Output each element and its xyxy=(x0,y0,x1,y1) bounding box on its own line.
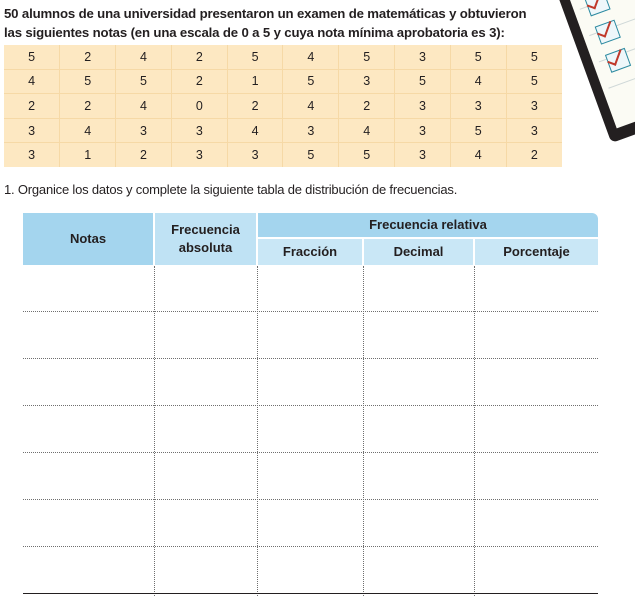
grade-cell: 3 xyxy=(227,143,283,167)
grade-cell: 3 xyxy=(506,94,562,119)
grade-cell: 3 xyxy=(4,143,60,167)
header-fraccion: Fracción xyxy=(258,239,362,265)
grade-cell: 2 xyxy=(60,94,116,119)
intro-line-1: 50 alumnos de una universidad presentaron un examen de matemáticas y obtuvieron xyxy=(4,6,527,21)
grade-cell: 4 xyxy=(60,118,116,143)
empty-row[interactable] xyxy=(23,407,598,453)
grade-cell: 4 xyxy=(283,45,339,69)
grade-cell: 3 xyxy=(283,118,339,143)
empty-row[interactable] xyxy=(23,266,598,312)
grade-cell: 5 xyxy=(450,118,506,143)
grade-cell: 2 xyxy=(227,94,283,119)
grade-cell: 5 xyxy=(506,69,562,94)
frequency-table xyxy=(23,213,598,598)
grade-cell: 2 xyxy=(60,45,116,69)
checkbox-checked-icon xyxy=(595,20,621,45)
header-decimal: Decimal xyxy=(364,239,473,265)
grade-cell: 3 xyxy=(171,143,227,167)
clipboard-icon xyxy=(555,0,635,143)
empty-row[interactable] xyxy=(23,454,598,500)
empty-row[interactable] xyxy=(23,313,598,359)
grade-cell: 3 xyxy=(506,118,562,143)
grades-row xyxy=(4,45,562,69)
grade-cell: 3 xyxy=(450,94,506,119)
grades-row xyxy=(4,69,562,94)
grade-cell: 3 xyxy=(116,118,172,143)
empty-row[interactable] xyxy=(23,501,598,547)
grade-cell: 4 xyxy=(450,143,506,167)
intro-text xyxy=(4,4,544,42)
grade-cell: 3 xyxy=(4,118,60,143)
grade-cell: 2 xyxy=(171,69,227,94)
grade-cell: 4 xyxy=(116,94,172,119)
grade-cell: 5 xyxy=(60,69,116,94)
grade-cell: 2 xyxy=(530,148,538,163)
question-1: 1. Organice los datos y complete la siguiente tabla de distribución de frecuencias. xyxy=(4,182,458,197)
grade-cell: 5 xyxy=(506,45,562,69)
grade-cell: 5 xyxy=(339,143,395,167)
grade-cell: 1 xyxy=(60,143,116,167)
checkbox-checked-icon xyxy=(584,0,610,16)
grade-cell: 5 xyxy=(283,69,339,94)
grade-cell: 3 xyxy=(395,45,451,69)
grade-cell: 4 xyxy=(116,45,172,69)
grade-cell: 2 xyxy=(4,94,60,119)
grade-cell: 5 xyxy=(395,69,451,94)
grade-cell: 4 xyxy=(227,118,283,143)
grade-cell: 5 xyxy=(450,45,506,69)
grade-cell: 5 xyxy=(283,143,339,167)
grade-cell: 5 xyxy=(116,69,172,94)
empty-row[interactable] xyxy=(23,360,598,406)
grade-cell: 0 xyxy=(171,94,227,119)
grade-cell: 5 xyxy=(339,45,395,69)
header-absoluta-line-2: absoluta xyxy=(178,240,233,255)
grade-cell: 4 xyxy=(450,69,506,94)
grades-table xyxy=(4,45,562,167)
grade-cell: 2 xyxy=(116,143,172,167)
grade-cell: 3 xyxy=(171,118,227,143)
grade-cell: 2 xyxy=(339,94,395,119)
header-porcentaje: Porcentaje xyxy=(475,239,598,265)
header-frecuencia-absoluta xyxy=(155,213,256,265)
header-frecuencia-relativa: Frecuencia relativa xyxy=(258,213,598,237)
grade-cell: 4 xyxy=(4,69,60,94)
grade-cell: 5 xyxy=(4,45,60,69)
intro-line-2: las siguientes notas (en una escala de 0 a 5 y cuya nota mínima aprobatoria es 3): xyxy=(4,25,505,40)
grade-cell: 5 xyxy=(227,45,283,69)
grade-cell: 2 xyxy=(171,45,227,69)
empty-row[interactable] xyxy=(23,548,598,594)
grade-cell: 4 xyxy=(339,118,395,143)
grade-cell: 3 xyxy=(395,94,451,119)
grade-cell: 3 xyxy=(339,69,395,94)
grades-row xyxy=(4,118,562,143)
grades-row xyxy=(4,94,562,119)
grade-cell: 1 xyxy=(227,69,283,94)
header-notas: Notas xyxy=(23,213,153,265)
grade-cell: 3 xyxy=(395,118,451,143)
header-absoluta-line-1: Frecuencia xyxy=(171,222,240,237)
grade-cell: 3 xyxy=(395,143,451,167)
grades-row xyxy=(4,143,562,167)
grade-cell: 4 xyxy=(283,94,339,119)
